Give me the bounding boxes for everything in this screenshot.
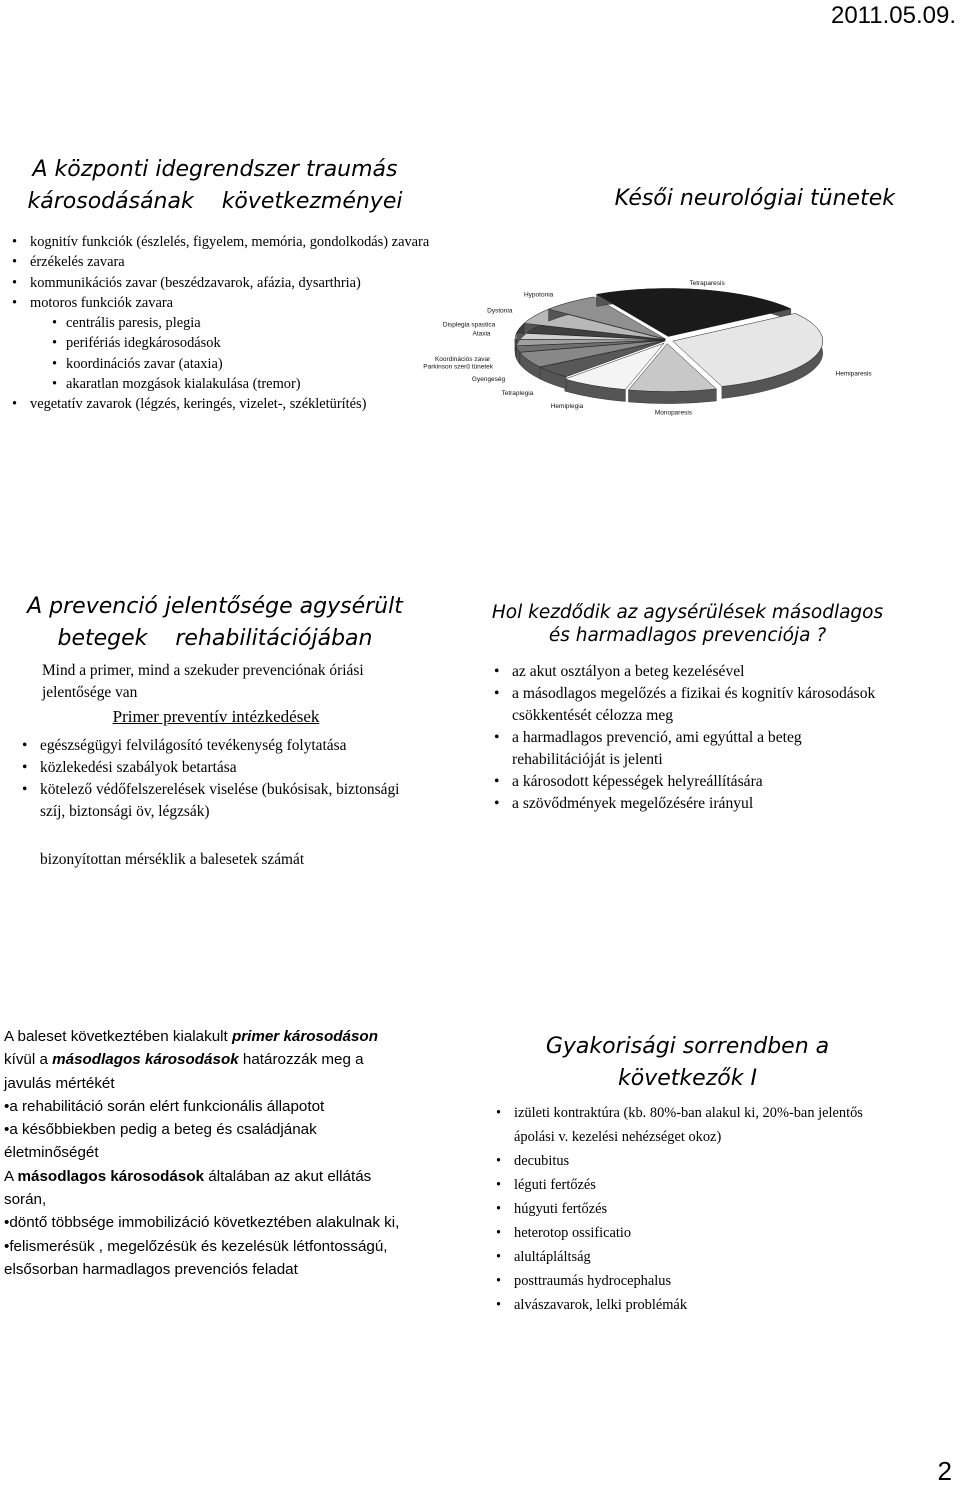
symptom-item: • perifériás idegkárosodások <box>12 333 452 353</box>
pie-label: Tetraplegia <box>501 390 534 398</box>
slide-title: Késői neurológiai tünetek <box>614 186 895 211</box>
bullet-recognition: •felismerésük , megelőzésük és kezelésük létfontosságú, elsősorban harmadlagos prevenciós feladat <box>4 1237 388 1278</box>
slide-title <box>480 1031 895 1095</box>
page-number: 2 <box>937 1456 952 1486</box>
pie-label: Gyengeség <box>471 375 506 383</box>
title-line-2: betegek rehabilitációjában <box>57 626 373 651</box>
paragraph-secondary: A másodlagos károsodások általában az akut ellátás során, <box>4 1167 372 1209</box>
complication-item: • húgyuti fertőzés <box>496 1197 866 1221</box>
symptom-item: • centrális paresis, plegia <box>12 313 452 333</box>
bullet-immobilization: •döntő többsége immobilizáció következtében alakulnak ki, <box>4 1214 400 1232</box>
complication-item: • alvászavarok, lelki problémák <box>496 1293 866 1317</box>
pie-label: Koordinációs zavar <box>434 355 491 363</box>
slide-title <box>480 601 895 647</box>
bullet-quality-of-life: •a későbbiekben pedig a beteg és családjának életminőségét <box>4 1121 317 1162</box>
symptom-item: • érzékelés zavara <box>12 252 452 272</box>
bullet-functional-state: •a rehabilitáció során elért funkcionális állapotot <box>4 1097 325 1115</box>
prevention-item: • a szövődmények megelőzésére irányul <box>494 793 894 815</box>
pie-label: Hemiparesis <box>835 370 872 378</box>
title-line-1: A központi idegrendszer traumás <box>32 157 398 182</box>
complication-item: • izületi kontraktúra (kb. 80%-ban alakul ki, 20%-ban jelentős ápolási v. kezelési nehézséget okoz) <box>496 1101 866 1149</box>
primer-heading: Primer preventív intézkedések <box>112 707 320 726</box>
complication-item: • decubitus <box>496 1149 866 1173</box>
prevention-item: • a károsodott képességek helyreállítására <box>494 771 894 793</box>
title-line-2: következők I <box>618 1066 757 1091</box>
primer-measure-item: • egészségügyi felvilágosító tevékenység folytatása <box>22 735 412 757</box>
complication-item: • posttraumás hydrocephalus <box>496 1269 866 1293</box>
page-date: 2011.05.09. <box>830 2 956 29</box>
pie-label: Hypotonia <box>523 291 554 299</box>
symptom-item: • akaratlan mozgások kialakulása (tremor) <box>12 374 452 394</box>
complication-item: • alultápláltság <box>496 1245 866 1269</box>
prevention-item: • az akut osztályon a beteg kezelésével <box>494 661 894 683</box>
prevention-list <box>494 661 894 815</box>
slide-secondary-tertiary-prevention <box>480 585 960 885</box>
intro-text: Mind a primer, mind a szekuder prevenciónak óriási jelentősége van <box>42 662 364 701</box>
slide-frequency-order <box>480 1025 960 1325</box>
pie-label: Monoparesis <box>654 409 693 417</box>
symptom-item: • koordinációs zavar (ataxia) <box>12 354 452 374</box>
slide-title <box>0 154 430 218</box>
pie-label: Hemiplegia <box>550 402 584 410</box>
slide-title <box>0 591 430 655</box>
title-line-1: A prevenció jelentősége agysérült <box>27 594 403 619</box>
slide-late-neuro-symptoms <box>423 150 960 450</box>
primer-measure-item: • közlekedési szabályok betartása <box>22 757 412 779</box>
symptom-item: • vegetatív zavarok (légzés, keringés, vizelet-, székletürítés) <box>12 394 452 414</box>
pie-label: Ataxia <box>472 330 491 338</box>
pie-chart <box>423 278 872 418</box>
complication-item: • léguti fertőzés <box>496 1173 866 1197</box>
paragraph-primary: A baleset következtében kialakult primer károsodáson kívül a másodlagos károsodások határozzák meg a javulás mértékét <box>4 1028 378 1092</box>
symptom-item: • motoros funkciók zavara <box>12 293 452 313</box>
title-line-2: és harmadlagos prevenciója ? <box>548 625 827 646</box>
pie-label: Displegia spastica <box>442 321 496 329</box>
title-line-2: károsodásának következményei <box>27 189 403 214</box>
complication-list <box>496 1101 866 1317</box>
closing-text: bizonyítottan mérséklik a balesetek számát <box>40 851 305 868</box>
slide-cns-trauma <box>0 150 480 450</box>
primer-measures-list <box>22 735 412 823</box>
slide-secondary-damage <box>0 1025 480 1325</box>
title-line-1: Gyakorisági sorrendben a <box>545 1034 830 1059</box>
symptom-item: • kommunikációs zavar (beszédzavarok, afázia, dysarthria) <box>12 273 452 293</box>
symptom-item: • kognitív funkciók (észlelés, figyelem, memória, gondolkodás) zavara <box>12 232 452 252</box>
pie-label: Dystonia <box>487 307 513 315</box>
title-line-1: Hol kezdődik az agysérülések másodlagos <box>491 602 884 623</box>
primer-measure-item: • kötelező védőfelszerelések viselése (bukósisak, biztonsági szíj, biztonsági öv, légzsák) <box>22 779 412 823</box>
pie-label: Parkinson szerű tünetek <box>423 363 494 371</box>
prevention-item: • a harmadlagos prevenció, ami egyúttal a beteg rehabilitációját is jelenti <box>494 727 894 771</box>
slide-prevention-importance <box>0 585 480 885</box>
prevention-item: • a másodlagos megelőzés a fizikai és kognitív károsodások csökkentését célozza meg <box>494 683 894 727</box>
complication-item: • heterotop ossificatio <box>496 1221 866 1245</box>
symptom-list <box>12 232 452 415</box>
pie-label: Tetraparesis <box>689 279 725 287</box>
